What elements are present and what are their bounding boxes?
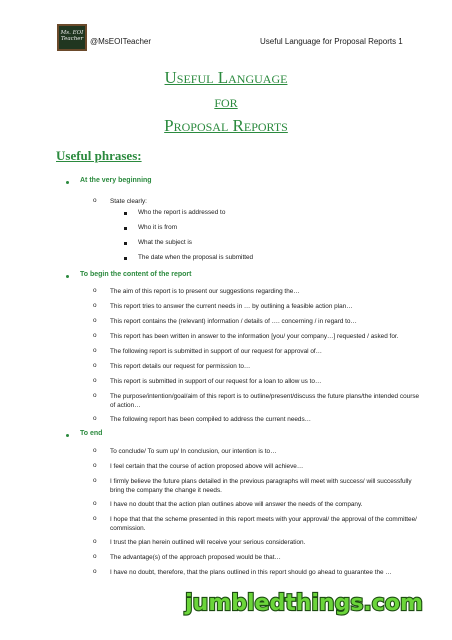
list-item: To conclude/ To sum up/ In conclusion, our intention is to… [110,448,277,455]
list-marker: o [93,362,97,369]
list-item: This report details our request for permission to… [110,363,251,370]
list-item: The aim of this report is to present our suggestions regarding the… [110,288,300,295]
section-title-begin-content: To begin the content of the report [80,271,192,278]
list-marker: o [93,553,97,560]
list-marker: o [93,447,97,454]
list-item: The following report has been compiled to address the current needs… [110,416,312,423]
list-item: I have no doubt, therefore, that the plans outlined in this report should go ahead to guarantee the … [110,569,392,576]
list-marker: o [93,332,97,339]
teacher-logo [57,24,87,51]
watermark-text: jumbledthings.com [185,591,423,616]
sub-list-item: Who it is from [138,224,178,231]
list-marker: o [93,287,97,294]
list-item: The purpose/intention/goal/aim of this report is to outline/present/discuss the future plans/the intended course of action… [110,393,420,409]
list-item: I have no doubt that the action plan outlines above will answer the needs of the company. [110,501,363,508]
list-marker: o [93,500,97,507]
list-marker: o [93,347,97,354]
list-item: This report is submitted in support of our request for a loan to allow us to… [110,378,322,385]
list-item: I firmly believe the future plans detailed in the previous paragraphs will meet with success/ will successfully bring the company the change it needs. [110,478,412,494]
list-item: I feel certain that the course of action proposed above will achieve… [110,463,304,470]
list-marker: o [93,462,97,469]
title-line-1: Useful Language [164,68,288,87]
list-marker: o [93,415,97,422]
author-handle: @MsEOITeacher [90,37,152,46]
running-title: Useful Language for Proposal Reports 1 [260,37,403,46]
list-marker: o [93,568,97,575]
jumbledthings-watermark-logo [180,586,428,618]
section-bullet [66,434,69,437]
sub-list-item: Who the report is addressed to [138,209,226,216]
useful-phrases-heading: Useful phrases: [56,148,142,163]
list-item: State clearly: [110,198,147,205]
list-marker: o [93,377,97,384]
list-marker: o [93,197,97,204]
section-title-beginning: At the very beginning [80,177,152,184]
list-marker: o [93,477,97,484]
section-bullet [66,275,69,278]
list-marker: o [93,302,97,309]
square-bullet-icon [124,212,127,215]
section-title-to-end: To end [80,430,103,437]
list-item: The advantage(s) of the approach proposed would be that… [110,554,281,561]
logo-line-1: Ms. EOI [60,30,84,36]
square-bullet-icon [124,257,127,260]
list-item: I trust the plan herein outlined will receive your serious consideration. [110,539,306,546]
list-marker: o [93,538,97,545]
list-marker: o [93,317,97,324]
logo-line-2: Teacher [60,36,84,42]
square-bullet-icon [124,227,127,230]
title-line-3: Proposal Reports [164,116,288,135]
list-item: The following report is submitted in support of our request for approval of… [110,348,323,355]
document-title [0,66,452,138]
list-item: I hope that that the scheme presented in this report meets with your approval/ the approval of the committee/ commission. [110,516,417,532]
section-bullet [66,181,69,184]
sub-list-item: What the subject is [138,239,192,246]
list-item: This report contains the (relevant) information / details of …. concerning / in regard to… [110,318,357,325]
list-marker: o [93,392,97,399]
list-item: This report tries to answer the current needs in … by outlining a feasible action plan… [110,303,353,310]
sub-list-item: The date when the proposal is submitted [138,254,254,261]
square-bullet-icon [124,242,127,245]
list-item: This report has been written in answer to the information [you/ your company…] requested / asked for. [110,333,399,340]
page-header [0,0,452,58]
list-marker: o [93,515,97,522]
title-line-2: for [214,92,238,111]
